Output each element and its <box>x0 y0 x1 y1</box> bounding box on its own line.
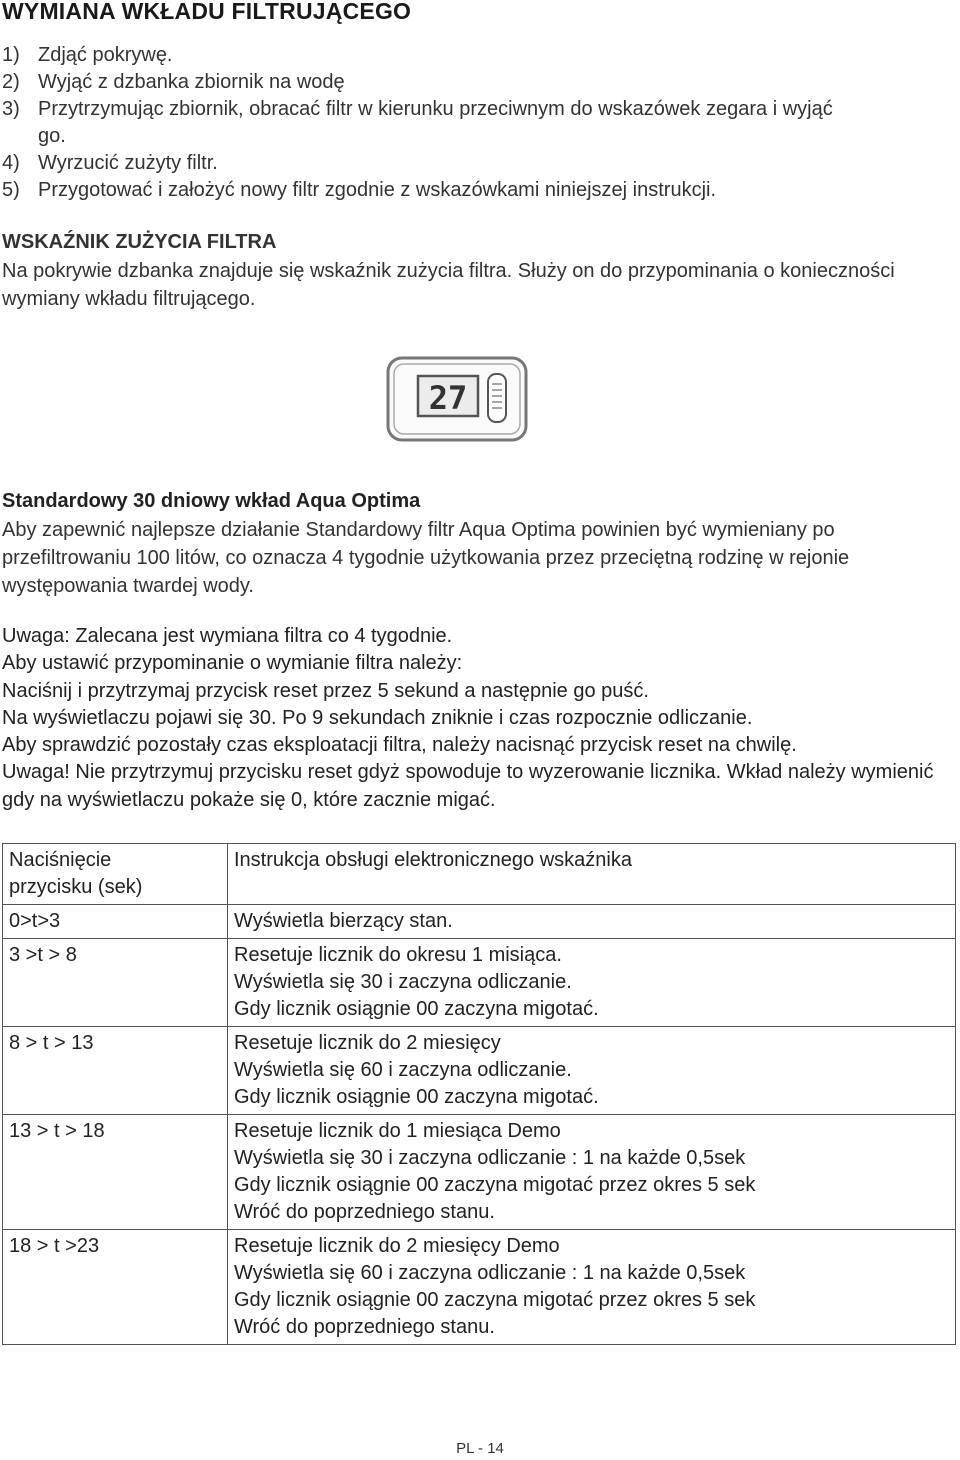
reset-button-icon <box>488 374 506 422</box>
note-line: Na wyświetlaczu pojawi się 30. Po 9 sekundach zniknie i czas rozpocznie odliczanie. <box>2 706 753 729</box>
step-text: Wyjąć z dzbanka zbiornik na wodę <box>38 71 345 93</box>
table-row <box>3 1115 956 1230</box>
step-text: Zdjąć pokrywę. <box>38 44 173 66</box>
note-line: Aby sprawdzić pozostały czas eksploatacji filtra, należy nacisnąć przycisk reset na chwilę. <box>2 734 797 757</box>
instruction-line: Gdy licznik osiągnie 00 zaczyna migotać. <box>234 998 599 1020</box>
step-item <box>2 42 952 69</box>
standard-heading: Standardowy 30 dniowy wkład Aqua Optima <box>2 490 421 512</box>
table-row <box>3 1027 956 1115</box>
instruction-line: Wróć do poprzedniego stanu. <box>234 1201 495 1223</box>
press-time-cell: 8 > t > 13 <box>3 1027 228 1115</box>
filter-indicator-display-image <box>384 354 530 444</box>
instruction-cell <box>228 939 956 1027</box>
step-list <box>2 42 952 204</box>
instruction-line: Resetuje licznik do 2 miesięcy Demo <box>234 1235 560 1257</box>
instruction-cell <box>228 1027 956 1115</box>
table-row <box>3 939 956 1027</box>
instruction-cell <box>228 905 956 939</box>
instruction-line: Resetuje licznik do okresu 1 misiąca. <box>234 944 562 966</box>
step-number: 3) <box>2 98 20 120</box>
press-time-cell: 3 >t > 8 <box>3 939 228 1027</box>
press-time-cell: 13 > t > 18 <box>3 1115 228 1230</box>
instruction-line: Wyświetla bierzący stan. <box>234 910 453 932</box>
standard-text: Aby zapewnić najlepsze działanie Standardowy filtr Aqua Optima powinien być wymieniany po przefiltrowaniu 100 litów, co oznacza 4 tygodnie użytkowania przez przeciętną rodzinę w rejonie występowania twardej wody. <box>2 519 850 597</box>
header-cell-instructions: Instrukcja obsługi elektronicznego wskaźnika <box>228 844 956 905</box>
step-text: Wyrzucić zużyty filtr. <box>38 152 218 174</box>
instruction-line: Wyświetla się 60 i zaczyna odliczanie. <box>234 1059 572 1081</box>
instruction-line: Resetuje licznik do 1 miesiąca Demo <box>234 1120 561 1142</box>
instruction-line: Gdy licznik osiągnie 00 zaczyna migotać przez okres 5 sek <box>234 1174 756 1196</box>
note-line: Uwaga: Zalecana jest wymiana filtra co 4 tygodnie. <box>2 625 453 647</box>
note-line: Uwaga! Nie przytrzymuj przycisku reset gdyż spowoduje to wyzerowanie licznika. Wkład należy wymienić gdy na wyświetlaczu pokaże się 0, które zacznie migać. <box>2 761 934 811</box>
step-number: 1) <box>2 44 20 66</box>
step-number: 5) <box>2 179 20 201</box>
step-text: Przygotować i założyć nowy filtr zgodnie z wskazówkami niniejszej instrukcji. <box>38 179 717 201</box>
instruction-line: Wyświetla się 30 i zaczyna odliczanie. <box>234 971 572 993</box>
page-title: WYMIANA WKŁADU FILTRUJĄCEGO <box>2 0 412 24</box>
notes-block <box>2 623 957 814</box>
table-row <box>3 1230 956 1345</box>
instruction-line: Resetuje licznik do 2 miesięcy <box>234 1032 501 1054</box>
instruction-line: Wyświetla się 60 i zaczyna odliczanie : 1 na każde 0,5sek <box>234 1262 746 1284</box>
step-item <box>2 177 952 204</box>
note-line: Aby ustawić przypominanie o wymianie filtra należy: <box>2 652 463 675</box>
instruction-line: Gdy licznik osiągnie 00 zaczyna migotać. <box>234 1086 599 1108</box>
page-number: PL - 14 <box>456 1440 504 1457</box>
display-digits: 27 <box>428 379 468 417</box>
step-number: 4) <box>2 152 20 174</box>
step-item <box>2 150 952 177</box>
table-header-row <box>3 844 956 905</box>
instruction-line: Wyświetla się 30 i zaczyna odliczanie : 1 na każde 0,5sek <box>234 1147 746 1169</box>
step-item <box>2 96 952 123</box>
press-time-cell: 18 > t >23 <box>3 1230 228 1345</box>
step-text: Przytrzymując zbiornik, obracać filtr w kierunku przeciwnym do wskazówek zegara i wyjąć <box>38 98 833 120</box>
step-number: 2) <box>2 71 20 93</box>
instruction-line: Wróć do poprzedniego stanu. <box>234 1316 495 1338</box>
indicator-text: Na pokrywie dzbanka znajduje się wskaźnik zużycia filtra. Służy on do przypominania o konieczności wymiany wkładu filtrującego. <box>2 260 895 310</box>
indicator-heading: WSKAŹNIK ZUŻYCIA FILTRA <box>2 231 277 253</box>
step-item-continuation: go. <box>38 125 66 147</box>
instruction-cell <box>228 1115 956 1230</box>
step-item <box>2 69 952 96</box>
instruction-cell <box>228 1230 956 1345</box>
header-cell-press-time: Naciśnięcie przycisku (sek) <box>3 844 228 905</box>
note-line: Naciśnij i przytrzymaj przycisk reset przez 5 sekund a następnie go puść. <box>2 679 649 702</box>
table-row <box>3 905 956 939</box>
indicator-instructions-table <box>2 843 956 1345</box>
instruction-line: Gdy licznik osiągnie 00 zaczyna migotać przez okres 5 sek <box>234 1289 756 1311</box>
press-time-cell: 0>t>3 <box>3 905 228 939</box>
